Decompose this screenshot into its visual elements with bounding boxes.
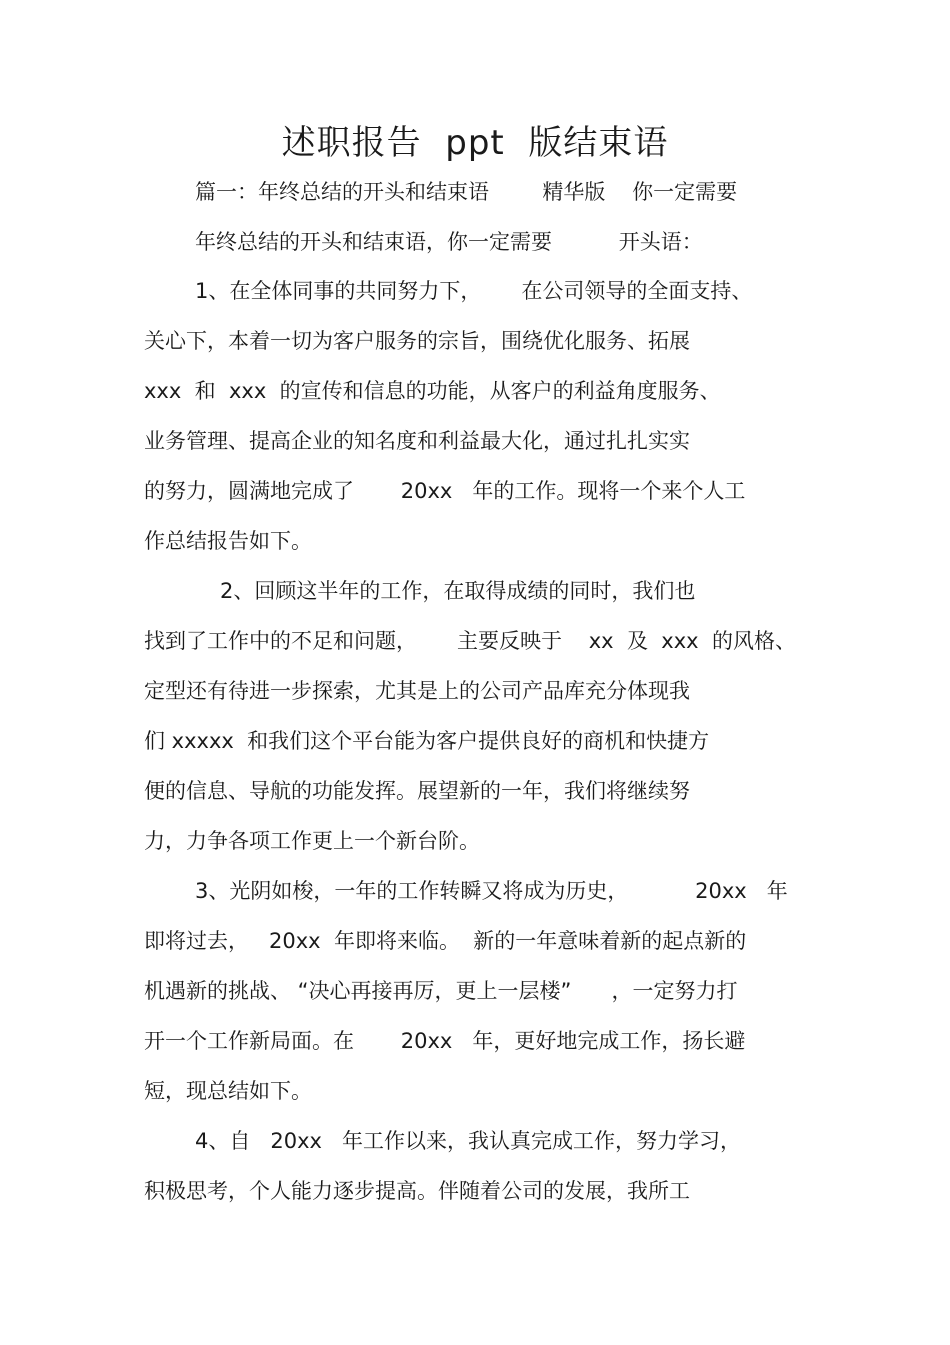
document-title: 述职报告 ppt 版结束语 bbox=[281, 123, 669, 163]
paragraph-4-line-1: 4、自 20xx 年工作以来，我认真完成工作，努力学习， bbox=[195, 1129, 741, 1153]
paragraph-3-line-3: 机遇新的挑战、 “决心再接再厉，更上一层楼” ，一定努力打 bbox=[144, 979, 738, 1003]
intro-line: 年终总结的开头和结束语，你一定需要 开头语： bbox=[195, 230, 703, 254]
paragraph-1-line-6: 作总结报告如下。 bbox=[144, 529, 312, 553]
paragraph-2-line-1: 2、回顾这半年的工作，在取得成绩的同时，我们也 bbox=[220, 579, 696, 603]
paragraph-3-line-2: 即将过去， 20xx 年即将来临。 新的一年意味着新的起点新的 bbox=[144, 929, 747, 953]
paragraph-2-line-6: 力，力争各项工作更上一个新台阶。 bbox=[144, 829, 480, 853]
paragraph-1-line-3: xxx 和 xxx 的宣传和信息的功能，从客户的利益角度服务、 bbox=[144, 379, 721, 403]
paragraph-1-line-2: 关心下，本着一切为客户服务的宗旨，围绕优化服务、拓展 bbox=[144, 329, 690, 353]
paragraph-3-line-5: 短，现总结如下。 bbox=[144, 1079, 312, 1103]
paragraph-1-line-1: 1、在全体同事的共同努力下， 在公司领导的全面支持、 bbox=[195, 279, 753, 303]
paragraph-2-line-2: 找到了工作中的不足和问题， 主要反映于 xx 及 xxx 的风格、 bbox=[144, 629, 796, 653]
paragraph-2-line-5: 便的信息、导航的功能发挥。展望新的一年，我们将继续努 bbox=[144, 779, 690, 803]
paragraph-1-line-5: 的努力，圆满地完成了 20xx 年的工作。现将一个来个人工 bbox=[144, 479, 746, 503]
paragraph-2-line-3: 定型还有待进一步探索，尤其是上的公司产品库充分体现我 bbox=[144, 679, 690, 703]
paragraph-1-line-4: 业务管理、提高企业的知名度和利益最大化，通过扎扎实实 bbox=[144, 429, 690, 453]
paragraph-4-line-2: 积极思考，个人能力逐步提高。伴随着公司的发展，我所工 bbox=[144, 1179, 690, 1203]
document-subtitle: 篇一：年终总结的开头和结束语 精华版 你一定需要 bbox=[195, 180, 738, 204]
paragraph-2-line-4: 们 xxxxx 和我们这个平台能为客户提供良好的商机和快捷方 bbox=[144, 729, 710, 753]
paragraph-3-line-4: 开一个工作新局面。在 20xx 年，更好地完成工作，扬长避 bbox=[144, 1029, 746, 1053]
paragraph-3-line-1: 3、光阴如梭，一年的工作转瞬又将成为历史， 20xx 年 bbox=[195, 879, 788, 903]
